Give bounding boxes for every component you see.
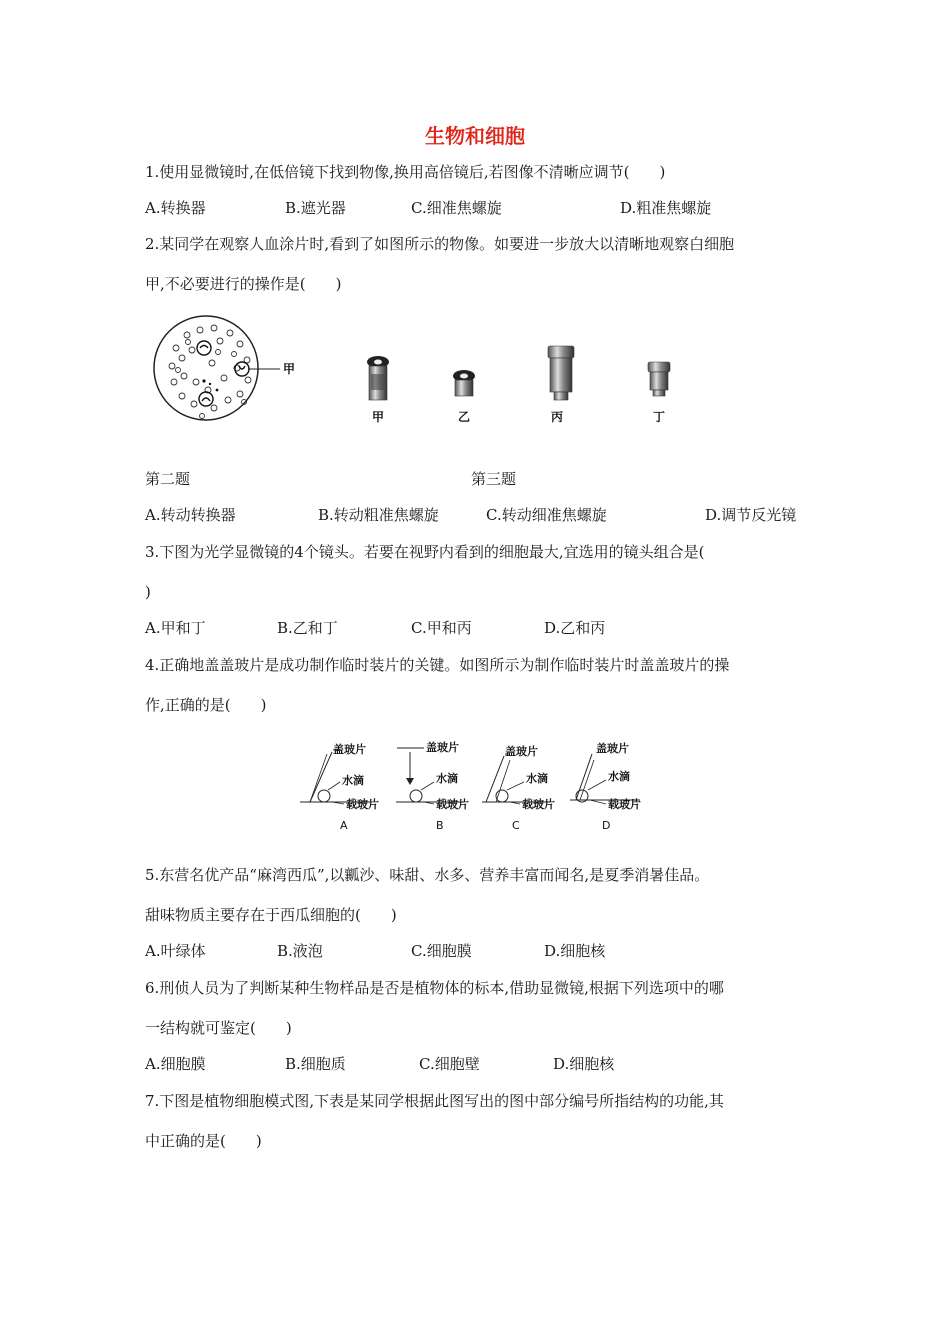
q2-option-d[interactable]: D.调节反光镜	[705, 506, 797, 524]
panel-letter-c: C	[512, 819, 520, 832]
eyepiece-yi	[453, 370, 475, 396]
cover-label-d: 盖玻片	[596, 742, 629, 755]
q6-options	[145, 1053, 825, 1075]
panel-letter-d: D	[602, 819, 611, 832]
q5-stem-line2: 甜味物质主要存在于西瓜细胞的( )	[145, 906, 397, 924]
q3-option-c[interactable]: C.甲和丙	[411, 619, 472, 637]
q3-options	[145, 617, 825, 639]
slide-label-a: 载玻片	[346, 798, 379, 811]
q5-option-c[interactable]: C.细胞膜	[411, 942, 472, 960]
q2-option-b[interactable]: B.转动粗准焦螺旋	[318, 506, 439, 524]
q3-option-d[interactable]: D.乙和丙	[544, 619, 606, 637]
water-label-b: 水滴	[436, 772, 458, 785]
water-label-d: 水滴	[608, 770, 630, 783]
q2-option-a[interactable]: A.转动转换器	[145, 506, 236, 524]
q5-option-d[interactable]: D.细胞核	[544, 942, 606, 960]
q3-stem-line2: )	[145, 583, 151, 601]
q6-option-d[interactable]: D.细胞核	[553, 1055, 615, 1073]
panel-c	[482, 744, 555, 832]
panel-d	[570, 741, 641, 832]
q6-option-c[interactable]: C.细胞壁	[419, 1055, 480, 1073]
q1-options	[145, 197, 825, 219]
q5-options	[145, 940, 825, 962]
eyepiece-jia	[367, 356, 389, 400]
panel-b	[396, 740, 469, 832]
water-label-a: 水滴	[342, 774, 364, 787]
q2-options	[145, 504, 825, 526]
q1-option-b[interactable]: B.遮光器	[285, 199, 346, 217]
q7-stem-line1: 7.下图是植物细胞模式图,下表是某同学根据此图写出的图中部分编号所指结构的功能,其	[145, 1092, 724, 1110]
cover-label-b: 盖玻片	[426, 741, 459, 754]
q1-stem: 1.使用显微镜时,在低倍镜下找到物像,换用高倍镜后,若图像不清晰应调节( )	[145, 163, 666, 181]
lens-figure	[350, 340, 700, 435]
q4-stem-line1: 4.正确地盖盖玻片是成功制作临时装片的关键。如图所示为制作临时装片时盖盖玻片的操	[145, 656, 730, 674]
q6-option-a[interactable]: A.细胞膜	[145, 1055, 206, 1073]
objective-bing	[548, 346, 574, 400]
slide-label-b: 载玻片	[436, 798, 469, 811]
cover-label-a: 盖玻片	[333, 743, 366, 756]
q3-option-b[interactable]: B.乙和丁	[277, 619, 338, 637]
water-label-c: 水滴	[526, 772, 548, 785]
page-title: 生物和细胞	[425, 124, 525, 148]
q5-stem-line1: 5.东营名优产品“麻湾西瓜”,以瓤沙、味甜、水多、营养丰富而闻名,是夏季消暑佳品。	[145, 866, 710, 884]
panel-a	[300, 742, 379, 832]
blood-smear-figure	[152, 308, 307, 433]
lens-label-yi: 乙	[458, 410, 471, 424]
q1-option-d[interactable]: D.粗准焦螺旋	[620, 199, 712, 217]
coverslip-diagram	[300, 738, 660, 838]
panel-letter-a: A	[340, 819, 348, 832]
white-blood-cells	[197, 341, 249, 406]
objective-ding	[648, 362, 670, 396]
lens-label-ding: 丁	[653, 410, 666, 424]
panel-letter-b: B	[436, 819, 444, 832]
q3-option-a[interactable]: A.甲和丁	[145, 619, 206, 637]
lens-label-bing: 丙	[551, 410, 564, 424]
q7-stem-line2: 中正确的是( )	[145, 1132, 262, 1150]
caption-q2: 第二题	[145, 470, 191, 488]
q6-stem-line1: 6.刑侦人员为了判断某种生物样品是否是植物体的标本,借助显微镜,根据下列选项中的哪	[145, 979, 724, 997]
caption-q3: 第三题	[471, 470, 517, 488]
q2-stem-line2: 甲,不必要进行的操作是( )	[145, 275, 342, 293]
q1-option-c[interactable]: C.细准焦螺旋	[411, 199, 502, 217]
q5-option-a[interactable]: A.叶绿体	[145, 942, 206, 960]
q2-option-c[interactable]: C.转动细准焦螺旋	[486, 506, 607, 524]
q3-stem-line1: 3.下图为光学显微镜的4个镜头。若要在视野内看到的细胞最大,宜选用的镜头组合是(	[145, 543, 705, 561]
slide-label-c: 载玻片	[522, 798, 555, 811]
q2-stem-line1: 2.某同学在观察人血涂片时,看到了如图所示的物像。如要进一步放大以清晰地观察白细胞	[145, 235, 735, 253]
q4-stem-line2: 作,正确的是( )	[145, 696, 267, 714]
q5-option-b[interactable]: B.液泡	[277, 942, 323, 960]
lens-label-jia: 甲	[372, 410, 385, 424]
cell-jia-label: 甲	[283, 362, 296, 376]
q1-option-a[interactable]: A.转换器	[145, 199, 206, 217]
q6-stem-line2: 一结构就可鉴定( )	[145, 1019, 292, 1037]
slide-label-d: 载玻片	[608, 798, 641, 811]
cover-label-c: 盖玻片	[505, 745, 538, 758]
q6-option-b[interactable]: B.细胞质	[285, 1055, 346, 1073]
